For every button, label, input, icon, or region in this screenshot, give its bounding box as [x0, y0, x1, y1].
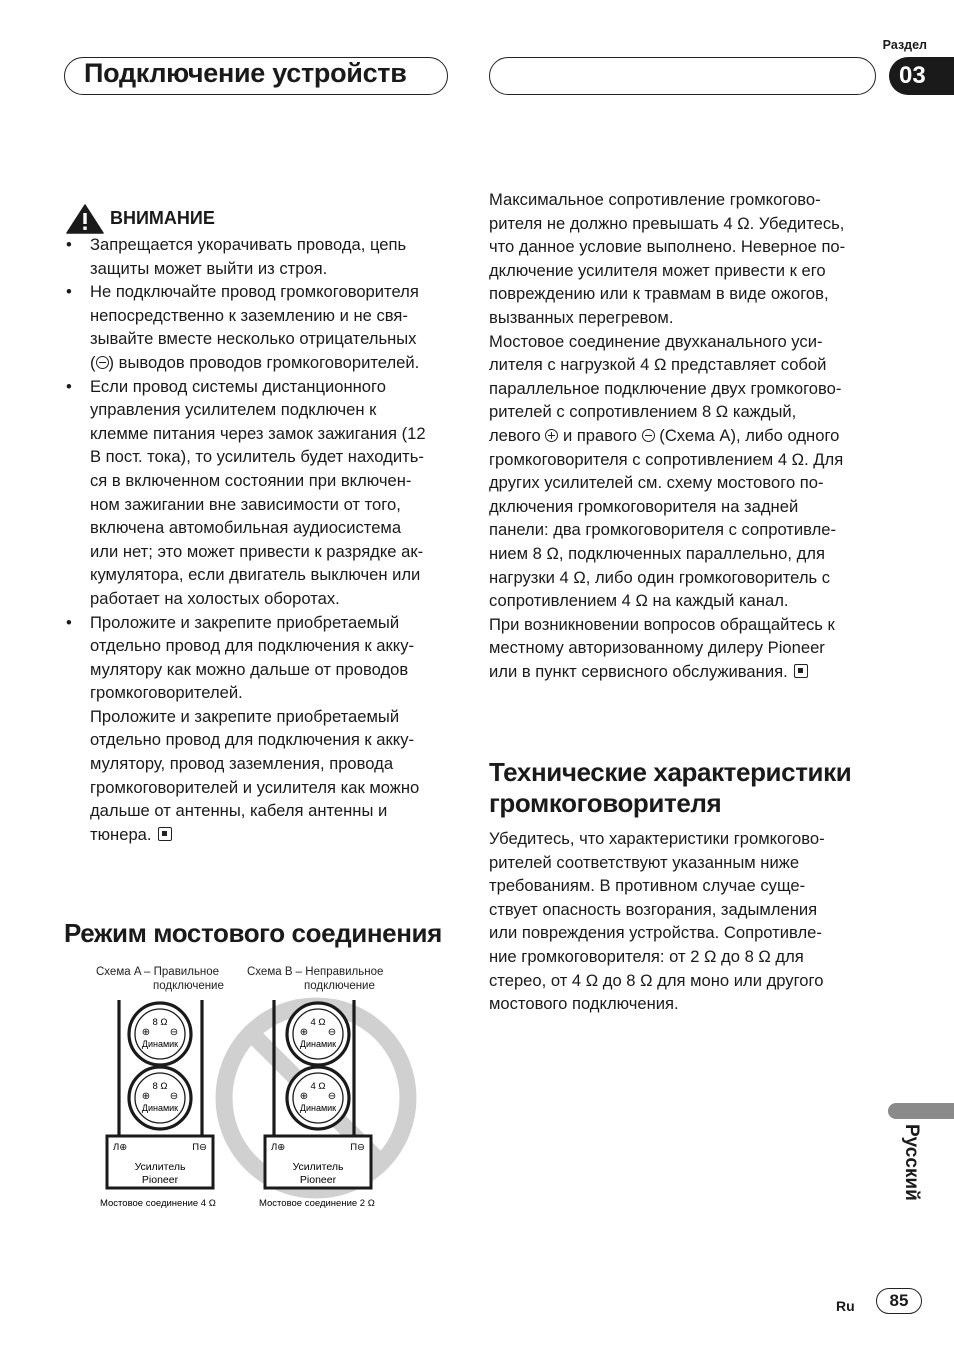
- text-line: вызванных перегревом.: [489, 307, 674, 327]
- scheme-b-label: Схема B – Неправильное: [247, 966, 384, 978]
- text-line: клемме питания через замок зажигания (12: [90, 423, 426, 443]
- text-line: громкоговорителя с сопротивлением 4 Ω. Для: [489, 449, 844, 469]
- ohm-label: 4 Ω: [310, 1081, 326, 1092]
- text-line: кумулятора, если двигатель выключен или: [90, 565, 421, 585]
- minus-label: ⊖: [169, 1027, 179, 1038]
- ohm-label: 4 Ω: [310, 1017, 326, 1028]
- scheme-a-amplifier: [107, 1136, 213, 1188]
- heading-line: Технические характеристики: [489, 757, 852, 787]
- text-line: рителей с сопротивлением 8 Ω каждый,: [489, 402, 797, 422]
- bridge-diagram: [92, 958, 432, 1214]
- text-line: В пост. тока), то усилитель будет находить-: [90, 447, 424, 467]
- end-mark-icon: [158, 827, 172, 841]
- plus-label: ⊕: [299, 1027, 309, 1038]
- text-line: включена автомобильная аудиосистема: [90, 518, 402, 538]
- language-label: [896, 1124, 926, 1214]
- scheme-b-amplifier: [265, 1136, 371, 1188]
- amp-left-terminal: Л⊕: [271, 1142, 286, 1153]
- text-line: ствует опасность возгорания, задымления: [489, 899, 818, 919]
- text-line: • Не подключайте провод громкоговорителя: [90, 282, 419, 302]
- text-line: [90, 823, 459, 847]
- minus-label: ⊖: [169, 1091, 179, 1102]
- spec-heading: [489, 757, 851, 819]
- text-line: мулятору, провод заземления, провода: [90, 754, 394, 774]
- heading-line: громкоговорителя: [489, 788, 722, 818]
- caution-heading: [66, 205, 459, 233]
- text-line: [90, 351, 459, 375]
- text-line: громкоговорителей.: [90, 683, 243, 703]
- amp-right-terminal: П⊖: [192, 1142, 207, 1153]
- text-line: требованиям. В противном случае суще-: [489, 876, 806, 896]
- spec-body: [489, 827, 884, 1016]
- text-line: управления усилителем подключен к: [90, 400, 377, 420]
- ohm-label: 8 Ω: [152, 1017, 168, 1028]
- caution-item: [64, 375, 459, 611]
- right-column-text: [489, 188, 884, 683]
- text-line: При возникновении вопросов обращайтесь к: [489, 614, 835, 634]
- text-line: дключения громкоговорителя на задней: [489, 496, 799, 516]
- text-line: Проложите и закрепите приобретаемый: [90, 706, 400, 726]
- scheme-a-speaker: [129, 1067, 191, 1129]
- text-line: Максимальное сопротивление громкогово-: [489, 190, 821, 209]
- text-line: лителя с нагрузкой 4 Ω представляет собой: [489, 355, 827, 375]
- plus-label: ⊕: [141, 1091, 151, 1102]
- speaker-label: Динамик: [299, 1039, 337, 1049]
- speaker-label: Динамик: [141, 1039, 179, 1049]
- minus-terminal-icon: [642, 429, 655, 442]
- caution-item: [64, 280, 459, 374]
- text-line: рителей соответствуют указанным ниже: [489, 852, 800, 872]
- minus-label: ⊖: [327, 1091, 337, 1102]
- speaker-label: Динамик: [141, 1103, 179, 1113]
- caution-list: [64, 233, 459, 846]
- text-span: (Схема A), либо одного: [659, 425, 840, 445]
- text-line: Убедитесь, что характеристики громкогово-: [489, 829, 825, 848]
- text-line: повреждению или к травмам в виде ожогов,: [489, 284, 829, 304]
- scheme-b-label: подключение: [304, 980, 375, 992]
- amp-brand: Pioneer: [299, 1174, 337, 1186]
- plus-terminal-icon: [545, 429, 558, 442]
- text-line: мулятору как можно дальше от проводов: [90, 659, 409, 679]
- ohm-label: 8 Ω: [152, 1081, 168, 1092]
- amp-label: Усилитель: [134, 1161, 186, 1173]
- minus-terminal-icon: [96, 356, 109, 369]
- scheme-a-speaker: [129, 1003, 191, 1065]
- scheme-b-speaker: [287, 1003, 349, 1065]
- text-line: непосредственно к заземлению и не свя-: [90, 305, 408, 325]
- text-span: или в пункт сервисного обслуживания.: [489, 661, 788, 681]
- text-span: тюнера.: [90, 824, 152, 844]
- amp-left-terminal: Л⊕: [113, 1142, 128, 1153]
- page-number: [876, 1288, 922, 1314]
- language-tab: [888, 1103, 954, 1119]
- text-line: • Проложите и закрепите приобретаемый: [90, 612, 400, 632]
- scheme-a-caption: Мостовое соединение 4 Ω: [100, 1198, 216, 1209]
- text-line: нием 8 Ω, подключенных параллельно, для: [489, 543, 825, 563]
- language-text: Русский: [901, 1124, 922, 1201]
- speaker-label: Динамик: [299, 1103, 337, 1113]
- text-line: ся в включенном состоянии при включен-: [90, 470, 412, 490]
- text-line: или повреждения устройства. Сопротивле-: [489, 923, 822, 943]
- text-line: ном зажигании вне зависимости от того,: [90, 494, 401, 514]
- text-line: защиты может выйти из строя.: [90, 258, 328, 278]
- page-number-text: 85: [889, 1291, 909, 1310]
- text-line: отдельно провод для подключения к акку-: [90, 730, 415, 750]
- text-line: громкоговорителей и усилителя как можно: [90, 777, 420, 797]
- text-line: стерео, от 4 Ω до 8 Ω для моно или другого: [489, 970, 824, 990]
- text-line: дальше от антенны, кабеля антенны и: [90, 801, 388, 821]
- text-line: местному авторизованному дилеру Pioneer: [489, 638, 825, 658]
- paragraph-max-impedance: [489, 188, 884, 330]
- bridge-heading: Режим мостового соединения: [64, 918, 442, 948]
- text-span: ) выводов проводов громкоговорителей.: [108, 352, 420, 372]
- text-line: что данное условие выполнено. Неверное по-: [489, 237, 846, 257]
- header-blank-pill: [489, 57, 876, 95]
- text-line: • Запрещается укорачивать провода, цепь: [90, 235, 407, 254]
- section-number-badge: [889, 57, 954, 95]
- caution-item: [64, 611, 459, 847]
- text-line: нагрузки 4 Ω, либо один громкоговоритель с: [489, 567, 831, 587]
- section-number: 03: [899, 62, 926, 89]
- text-line: работает на холостых оборотах.: [90, 588, 340, 608]
- paragraph-bridge-connection: [489, 330, 884, 613]
- text-line: мостового подключения.: [489, 994, 679, 1014]
- text-span: левого: [489, 425, 541, 445]
- minus-label: ⊖: [327, 1027, 337, 1038]
- caution-heading-text: ВНИМАНИЕ: [110, 208, 215, 229]
- text-line: сопротивлением 4 Ω на каждый канал.: [489, 591, 789, 611]
- text-line: дключение усилителя может привести к его: [489, 260, 826, 280]
- scheme-a-label: Схема A – Правильное: [96, 966, 220, 978]
- text-span: и правого: [562, 425, 638, 445]
- page-title: Подключение устройств: [84, 58, 407, 88]
- lang-code: Ru: [836, 1298, 855, 1314]
- amp-right-terminal: П⊖: [350, 1142, 365, 1153]
- plus-label: ⊕: [299, 1091, 309, 1102]
- scheme-b-caption: Мостовое соединение 2 Ω: [259, 1198, 375, 1209]
- caution-block: [64, 205, 459, 846]
- paragraph-contact-dealer: [489, 613, 884, 684]
- text-line: других усилителей см. схему мостового по-: [489, 473, 824, 493]
- plus-label: ⊕: [141, 1027, 151, 1038]
- end-mark-icon: [794, 664, 808, 678]
- amp-label: Усилитель: [292, 1161, 344, 1173]
- text-line: отдельно провод для подключения к акку-: [90, 636, 415, 656]
- amp-brand: Pioneer: [141, 1174, 179, 1186]
- section-label: Раздел: [882, 38, 927, 52]
- caution-item: [64, 233, 459, 280]
- text-line: рителя не должно превышать 4 Ω. Убедитесь,: [489, 213, 845, 233]
- text-line: панели: два громкоговорителя с сопротивле-: [489, 520, 837, 540]
- text-span: (: [90, 352, 96, 372]
- scheme-b-speaker: [287, 1067, 349, 1129]
- text-line: • Если провод системы дистанционного: [90, 376, 386, 396]
- text-line: [489, 660, 884, 684]
- warning-icon: [66, 204, 104, 234]
- text-line: [489, 424, 884, 448]
- text-line: или нет; это может привести к разрядке ак-: [90, 541, 424, 561]
- scheme-a-label: подключение: [153, 980, 224, 992]
- text-line: ние громкоговорителя: от 2 Ω до 8 Ω для: [489, 946, 804, 966]
- text-line: зывайте вместе несколько отрицательных: [90, 329, 417, 349]
- text-line: Мостовое соединение двухканального уси-: [489, 331, 823, 351]
- text-line: параллельное подключение двух громкогово-: [489, 378, 842, 398]
